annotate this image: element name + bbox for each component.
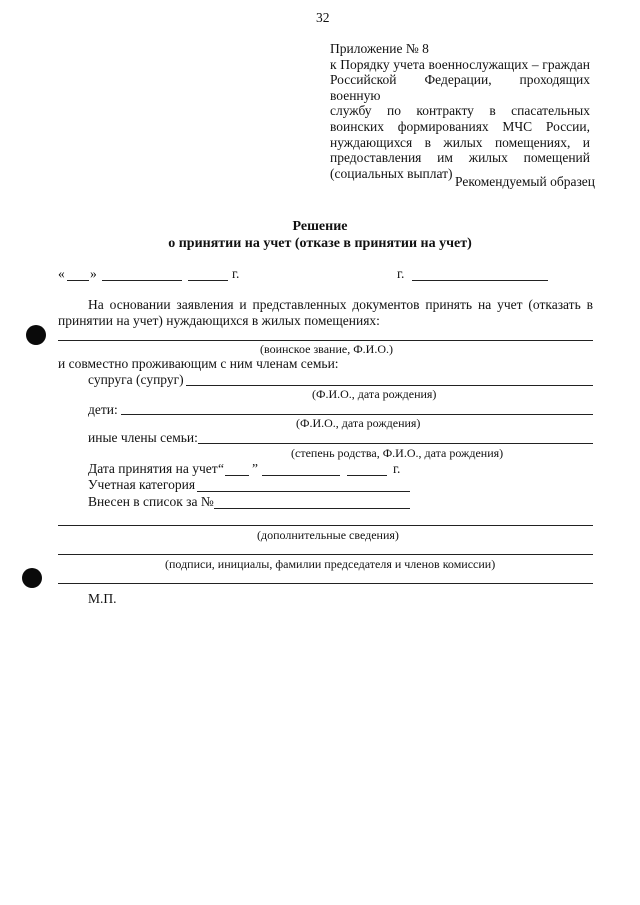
appendix-line: Российской Федерации, проходящих военную (330, 72, 590, 103)
document-title: Решение (292, 219, 348, 234)
children-caption: (Ф.И.О., дата рождения) (296, 416, 421, 430)
rank-name-caption: (воинское звание, Ф.И.О.) (260, 342, 393, 356)
accept-year-suffix: г. (393, 461, 401, 476)
children-label: дети: (88, 402, 118, 417)
spouse-caption: (Ф.И.О., дата рождения) (312, 387, 437, 401)
family-intro-label: и совместно проживающим с ним членам семьи: (58, 356, 339, 371)
accept-day-field[interactable] (225, 475, 249, 476)
sample-label: Рекомендуемый образец (455, 174, 596, 189)
additional-info-caption: (дополнительные сведения) (257, 528, 399, 542)
accept-year-field[interactable] (347, 475, 387, 476)
stamp-label: М.П. (88, 591, 117, 606)
children-field[interactable] (121, 414, 593, 415)
appendix-line: к Порядку учета военнослужащих – граждан (330, 56, 590, 72)
signatures-caption: (подписи, инициалы, фамилии председателя и членов комиссии) (165, 557, 496, 571)
document-subtitle: о принятии на учет (отказе в принятии на учет) (168, 236, 472, 251)
intro-line: На основании заявления и представленных документов принять на учет (отказать в (88, 297, 593, 312)
others-field[interactable] (198, 443, 593, 444)
appendix-line: воинских формированиях МЧС России, (330, 118, 590, 134)
list-number-field[interactable] (214, 508, 410, 509)
others-caption: (степень родства, Ф.И.О., дата рождения) (291, 446, 504, 460)
intro-line: принятии на учет) нуждающихся в жилых помещениях: (58, 312, 380, 328)
accept-date-quote-close: ” (252, 461, 258, 476)
category-label: Учетная категория (88, 477, 196, 492)
page-number: 32 (316, 10, 330, 25)
signatures-field-2[interactable] (58, 583, 593, 584)
punch-hole (22, 568, 42, 588)
spouse-field[interactable] (186, 385, 593, 386)
appendix-line: службу по контракту в спасательных (330, 103, 590, 119)
appendix-line: Приложение № 8 (330, 41, 429, 56)
year-field[interactable] (188, 280, 228, 281)
others-label: иные члены семьи: (88, 430, 198, 445)
city-prefix: г. (397, 266, 405, 281)
list-number-label: Внесен в список за № (88, 494, 214, 509)
appendix-header (330, 41, 590, 181)
city-field[interactable] (412, 280, 548, 281)
date-quote-close: » (90, 266, 97, 281)
day-field[interactable] (67, 280, 89, 281)
date-quote-open: « (58, 266, 65, 281)
signatures-field-1[interactable] (58, 554, 593, 555)
punch-hole (26, 325, 46, 345)
appendix-line: (социальных выплат) (330, 165, 453, 181)
appendix-line: нуждающихся в жилых помещениях, и (330, 134, 590, 150)
date-year-suffix: г. (232, 266, 240, 281)
additional-info-field[interactable] (58, 525, 593, 526)
rank-name-field[interactable] (58, 340, 593, 341)
accept-date-quote-open: “ (218, 461, 224, 476)
intro-paragraph (58, 297, 593, 328)
accept-month-field[interactable] (262, 475, 340, 476)
month-field[interactable] (102, 280, 182, 281)
spouse-label: супруга (супруг) (88, 372, 184, 387)
accept-date-label: Дата принятия на учет (88, 461, 218, 476)
appendix-line: предоставления им жилых помещений (330, 150, 590, 166)
category-field[interactable] (197, 491, 410, 492)
